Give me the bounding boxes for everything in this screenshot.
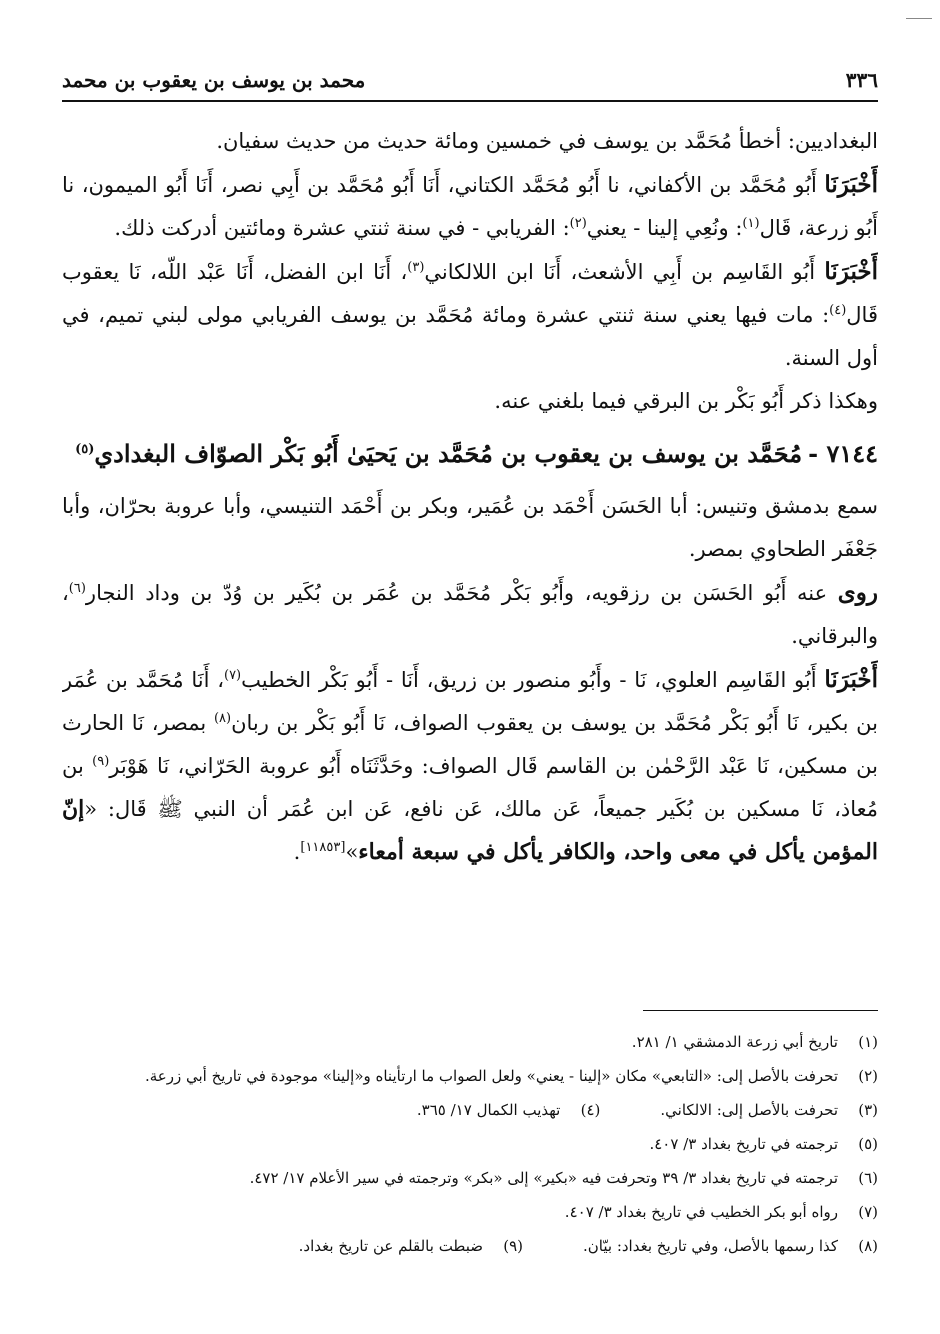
footnote-key: (٧) (858, 1203, 878, 1221)
p2-text-a: أَبُو مُحَمَّد بن الأكفاني، نا أَبُو مُحَمَّد الكتاني، أَنَا أَبُو مُحَمَّد بن أَبِي نصر، أَنَا أَبُو الميمون، نا أَبُو زرعة، قَال (62, 173, 878, 240)
footnote-text: تاريخ أبي زرعة الدمشقي ١/ ٢٨١. (631, 1033, 838, 1051)
footnote-5 (62, 1127, 878, 1161)
akhbarana-lead: أَخْبَرَنَا (824, 258, 878, 285)
footnote-ref-8: (٨) (213, 711, 232, 726)
footnote-text: ترجمته في تاريخ بغداد ٣/ ٤٠٧. (649, 1135, 838, 1153)
footnote-8-9 (62, 1229, 878, 1263)
entry-heading (62, 431, 878, 477)
footnote-ref-9: (٩) (92, 754, 110, 769)
footnote-2 (62, 1059, 878, 1093)
p2-text-b: : ونُعِي إلينا - يعني (586, 216, 743, 240)
p3-text-b: ، أَنَا ابن الفضل، أَنَا عَبْد اللّه، نَا يعقوب قَال (62, 260, 878, 327)
akhbarana-lead: أَخْبَرَنَا (824, 666, 878, 693)
footnote-key: (٢) (858, 1067, 878, 1085)
p7-text-c: بمصر، نَا الحارث بن مسكين، نَا عَبْد الرَّحْمٰن بن القاسم قَال الصواف: وحَدَّثَنَاه أَبُو عروبة الحَرّاني، نَا هَوْبَر (62, 711, 878, 778)
paragraph-5 (62, 485, 878, 571)
footnote-ref-1: (١) (742, 216, 760, 231)
p7-text-d: بن مُعاذ، نَا مسكين بن بُكَير جميعاً، عَن مالك، عَن نافع، عَن ابن عُمَر أن النبي ﷺ قَال: « (62, 754, 878, 821)
p7-end: . (293, 840, 301, 864)
page-header (62, 60, 878, 100)
paragraph-2 (62, 163, 878, 250)
footnote-text: كذا رسمها بالأصل، وفي تاريخ بغداد: بيّان. (583, 1237, 838, 1255)
footnote-ref-7: (٧) (223, 668, 242, 683)
footnote-ref-4: (٤) (829, 303, 847, 318)
footnote-key: (٨) (858, 1237, 878, 1255)
running-title: محمد بن يوسف بن يعقوب بن محمد (62, 68, 366, 92)
footnote-key: (٣) (858, 1101, 878, 1119)
hadith-text: إنّ المؤمن يأكل في معى واحد، والكافر يأكل في سبعة أمعاء (62, 796, 878, 865)
p4-text: وهكذا ذكر أَبُو بَكْر بن البرقي فيما بلغني عنه. (494, 389, 878, 413)
footnote-key: (٥) (858, 1135, 878, 1153)
p3-text-c: : مات فيها يعني سنة ثنتي عشرة ومائة مُحَمَّد بن يوسف الفريابي مولى لبني تميم، في أول السنة. (62, 303, 878, 370)
p5-text: سمع بدمشق وتنيس: أبا الحَسَن أَحْمَد بن عُمَير، وبكر بن أَحْمَد التنيسي، وأبا عروبة بحرّان، وأبا جَعْفَر الطحاوي بمصر. (62, 494, 878, 561)
p6-text-b: ، والبرقاني. (62, 581, 878, 648)
footnote-3-4 (62, 1093, 878, 1127)
paragraph-7 (62, 658, 878, 874)
footnote-text: تحرفت بالأصل إلى: الالكاني. (660, 1101, 838, 1119)
footnote-text: رواه أبو بكر الخطيب في تاريخ بغداد ٣/ ٤٠٧. (564, 1203, 838, 1221)
footnote-ref-2: (٢) (569, 216, 587, 231)
paragraph-3 (62, 250, 878, 380)
p3-text-a: أَبُو القَاسِم بن أَبِي الأشعث، أَنَا ابن اللالكاني (424, 260, 825, 284)
footnote-6 (62, 1161, 878, 1195)
p7-text-a: أَبُو القَاسِم العلوي، نَا - وأَبُو منصور بن زريق، أَنَا - أَبُو بَكْر الخطيب (241, 668, 825, 692)
footnote-ref-6: (٦) (68, 581, 86, 596)
footnote-key: (١) (858, 1033, 878, 1051)
page-number: ٣٣٦ (845, 68, 878, 92)
p2-text-c: : الفريابي - في سنة ثنتي عشرة ومائتين أدركت ذلك. (114, 216, 570, 240)
footnote-rule (643, 1010, 878, 1011)
header-rule (62, 100, 878, 102)
paragraph-1 (62, 120, 878, 163)
entry-number: ٧١٤٤ - (808, 439, 878, 468)
footnote-1 (62, 1025, 878, 1059)
footnote-ref-3: (٣) (407, 260, 425, 275)
p6-text-a: عنه أَبُو الحَسَن بن رزقويه، وأَبُو بَكْر مُحَمَّد بن عُمَر بن بُكَير بن وُدّ بن وداد النجار (85, 581, 838, 605)
footnote-text: ضبطت بالقلم عن تاريخ بغداد. (298, 1237, 483, 1255)
rawa-lead: روى (837, 579, 878, 606)
akhbarana-lead: أَخْبَرَنَا (824, 171, 878, 198)
footnote-text: تهذيب الكمال ١٧/ ٣٦٥. (416, 1101, 561, 1119)
p7-close-quote: » (345, 840, 359, 864)
footnote-gap (600, 1093, 660, 1127)
scan-mark (906, 18, 932, 19)
footnote-key: (٩) (503, 1237, 523, 1255)
paragraph-4 (62, 380, 878, 423)
footnotes (62, 1025, 878, 1263)
p7-text-b: ، أَنَا مُحَمَّد بن عُمَر بن بكير، نَا أَبُو بَكْر مُحَمَّد بن يوسف بن يعقوب الصواف، نَا أَبُو بَكْر بن ربان (62, 668, 878, 735)
footnote-gap (523, 1229, 583, 1263)
footnote-key: (٦) (858, 1169, 878, 1187)
footnote-text: تحرفت بالأصل إلى: «التابعي» مكان «إلينا - يعني» ولعل الصواب ما ارتأيناه و«إلينا» موجودة في تاريخ أبي زرعة. (144, 1067, 838, 1085)
entry-title: مُحَمَّد بن يوسف بن يعقوب بن مُحَمَّد بن يَحيَىٰ أَبُو بَكْر الصوّاف البغدادي (94, 439, 803, 468)
footnote-text: ترجمته في تاريخ بغداد ٣/ ٣٩ وتحرفت فيه «بكير» إلى «بكر» وترجمته في سير الأعلام ١٧/ ٤٧٢. (249, 1169, 838, 1187)
p1-text: البغداديين: أخطأ مُحَمَّد بن يوسف في خمسين ومائة حديث من حديث سفيان. (216, 129, 878, 153)
main-text (62, 120, 878, 1000)
footnote-key: (٤) (580, 1101, 601, 1119)
hadith-number: [١١٨٥٣] (300, 840, 346, 855)
footnote-7 (62, 1195, 878, 1229)
footnote-ref-5: (٥) (75, 442, 95, 457)
paragraph-6 (62, 571, 878, 658)
